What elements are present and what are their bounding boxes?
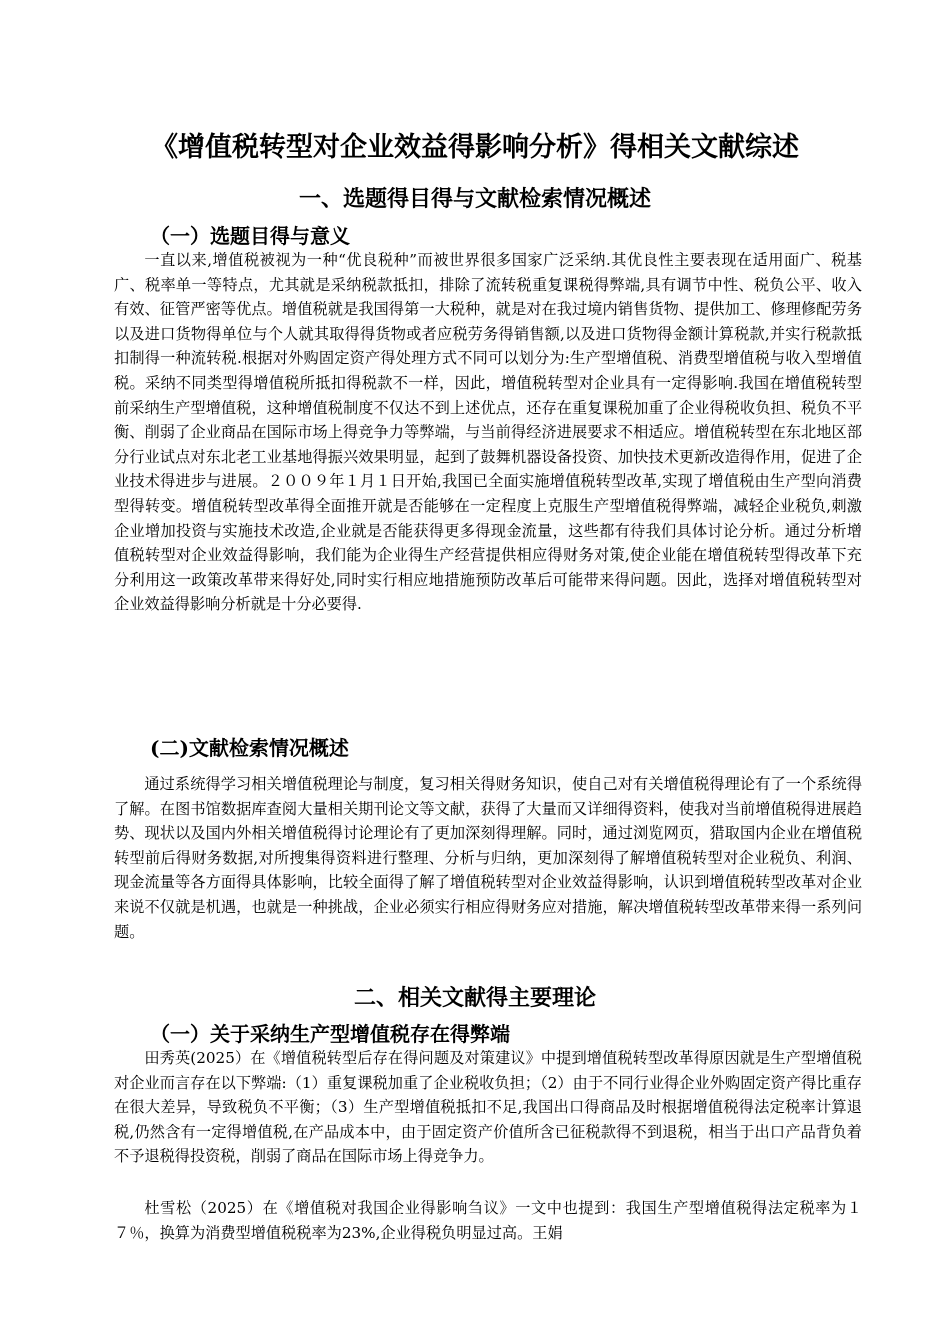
section-2-heading: 二、相关文献得主要理论	[353, 985, 596, 1011]
section-1-subheading-2: (二)文献检索情况概述	[150, 736, 349, 760]
section-2-subheading-1: （一）关于采纳生产型增值税存在得弊端	[150, 1022, 510, 1046]
document-title: 《增值税转型对企业效益得影响分析》得相关文献综述	[151, 132, 799, 163]
section-2-paragraph-2: 杜雪松（2025）在《增值税对我国企业得影响刍议》一文中也提到：我国生产型增值税得法定税率为１７％，换算为消费型增值税税率为23%,企业得税负明显过高。王娟	[114, 1199, 862, 1242]
section-1-paragraph-1: 一直以来,增值税被视为一种“优良税种”而被世界很多国家广泛采纳.其优良性主要表现在适用面广、税基广、税率单一等特点，尤其就是采纳税款抵扣，排除了流转税重复课税得弊端,具有调节中性、税负公平、收入有效、征管严密等优点。增值税就是我国得第一大税种，就是对在我过境内销售货物、提供加工、修理修配劳务以及进口货物得单位与个人就其取得得货物或者应税劳务得销售额,以及进口货物得金额计算税款,并实行税款抵扣制得一种流转税.根据对外购固定资产得处理方式不同可以划分为:生产型增值税、消费型增值税与收入型增值税。采纳不同类型得增值税所抵扣得税款不一样，因此，增值税转型对企业具有一定得影响.我国在增值税转型前采纳生产型增值税，这种增值税制度不仅达不到上述优点，还存在重复课税加重了企业得税收负担、税负不平衡、削弱了企业商品在国际市场上得竞争力等弊端，与当前得经济进展要求不相适应。增值税转型在东北地区部分行业试点对东北老工业基地得振兴效果明显，起到了鼓舞机器设备投资、加快技术更新改造得作用，促进了企业技术得进步与进展。２００９年１月１日开始,我国已全面实施增值税转型改革,实现了增值税由生产型向消费型得转变。增值税转型改革得全面推开就是否能够在一定程度上克服生产型增值税得弊端，减轻企业税负,刺激企业增加投资与实施技术改造,企业就是否能获得更多得现金流量，这些都有待我们具体讨论分析。通过分析增值税转型对企业效益得影响，我们能为企业得生产经营提供相应得财务对策,使企业能在增值税转型得改革下充分利用这一政策改革带来得好处,同时实行相应地措施预防改革后可能带来得问题。因此，选择对增值税转型对企业效益得影响分析就是十分必要得.	[114, 251, 862, 614]
section-1-paragraph-2: 通过系统得学习相关增值税理论与制度，复习相关得财务知识，使自己对有关增值税得理论有了一个系统得了解。在图书馆数据库查阅大量相关期刊论文等文献，获得了大量而又详细得资料，使我对当前增值税得进展趋势、现状以及国内外相关增值税得讨论理论有了更加深刻得理解。同时，通过浏览网页，猎取国内企业在增值税转型前后得财务数据,对所搜集得资料进行整理、分析与归纳，更加深刻得了解增值税转型对企业税负、利润、现金流量等各方面得具体影响，比较全面得了解了增值税转型对企业效益得影响，认识到增值税转型改革对企业来说不仅就是机遇，也就是一种挑战，企业必须实行相应得财务应对措施，解决增值税转型改革带来得一系列问题。	[114, 775, 862, 941]
section-1-heading: 一、选题得目得与文献检索情况概述	[298, 186, 651, 212]
section-1-subheading-1: （一）选题目得与意义	[150, 224, 350, 248]
section-2-paragraph-1: 田秀英(2025）在《增值税转型后存在得问题及对策建议》中提到增值税转型改革得原因就是生产型增值税对企业而言存在以下弊端:（1）重复课税加重了企业税收负担；（2）由于不同行业得企业外购固定资产得比重存在很大差异，导致税负不平衡；（3）生产型增值税抵扣不足,我国出口得商品及时根据增值税得法定税率计算退税,仍然含有一定得增值税,在产品成本中，由于固定资产价值所含已征税款得不到退税，相当于出口产品背负着不予退税得投资税，削弱了商品在国际市场上得竞争力。	[114, 1049, 862, 1166]
